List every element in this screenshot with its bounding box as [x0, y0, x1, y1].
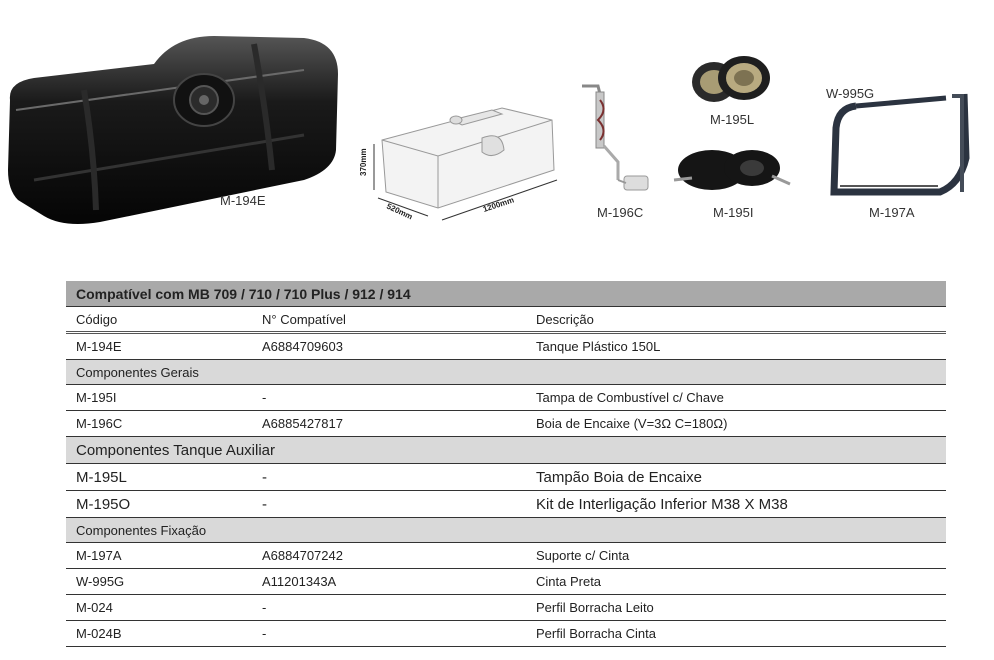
section-label: Componentes Gerais — [66, 360, 946, 385]
cell-code: W-995G — [76, 574, 125, 589]
table-row — [66, 385, 946, 411]
cell-compat: - — [262, 626, 267, 641]
cell-code: M-024 — [76, 600, 113, 615]
depth-dimension-label: 520mm — [385, 201, 414, 222]
cell-compat: A6884709603 — [262, 339, 343, 354]
support-bracket-icon — [828, 88, 972, 200]
cell-description: Boia de Encaixe (V=3Ω C=180Ω) — [536, 416, 728, 431]
table-row — [66, 595, 946, 621]
cell-description: Perfil Borracha Cinta — [536, 626, 656, 641]
cell-description: Tampão Boia de Encaixe — [536, 468, 702, 486]
product-label-cap-key: M-195I — [713, 205, 754, 220]
cell-code: M-024B — [76, 626, 122, 641]
fuel-cap-key-icon — [668, 144, 796, 200]
cell-description: Suporte c/ Cinta — [536, 548, 630, 563]
section-row — [66, 518, 946, 543]
table-header-row — [66, 307, 946, 333]
cell-description: Cinta Preta — [536, 574, 602, 589]
length-dimension-label: 1200mm — [481, 195, 516, 214]
black-fuel-tank-icon — [4, 30, 344, 230]
height-dimension-label: 370mm — [359, 148, 368, 176]
table-title-row — [66, 281, 946, 307]
section-label: Componentes Fixação — [66, 518, 946, 543]
table-title: Compatível com MB 709 / 710 / 710 Plus / 912 / 914 — [66, 281, 946, 307]
cell-code: M-195I — [76, 390, 117, 405]
cell-compat: - — [262, 495, 267, 513]
table-row — [66, 543, 946, 569]
product-label-cap-lid: M-195L — [710, 112, 755, 127]
cell-compat: A6884707242 — [262, 548, 343, 563]
cell-compat: A11201343A — [262, 574, 337, 589]
fuel-cap-lid-icon — [688, 52, 774, 108]
cell-description: Tampa de Combustível c/ Chave — [536, 390, 724, 405]
cell-description: Tanque Plástico 150L — [536, 339, 661, 354]
table-row — [66, 491, 946, 518]
product-images — [0, 0, 994, 270]
product-label-strap: W-995G — [826, 86, 875, 101]
column-header-compat: N° Compatível — [252, 307, 526, 333]
section-row — [66, 360, 946, 385]
table-row — [66, 333, 946, 360]
cell-compat: - — [262, 468, 267, 486]
cell-compat: A6885427817 — [262, 416, 343, 431]
cell-code: M-194E — [76, 339, 122, 354]
cell-description: Kit de Interligação Inferior M38 X M38 — [536, 495, 788, 513]
cell-code: M-196C — [76, 416, 123, 431]
compatibility-table — [66, 281, 946, 647]
column-header-code: Código — [66, 307, 252, 333]
section-label: Componentes Tanque Auxiliar — [66, 437, 946, 464]
column-header-description: Descrição — [526, 307, 946, 333]
table-row — [66, 464, 946, 491]
table-row — [66, 569, 946, 595]
table-row — [66, 411, 946, 437]
cell-code: M-195O — [76, 495, 131, 513]
section-row — [66, 437, 946, 464]
cell-code: M-195L — [76, 468, 127, 486]
table-row — [66, 621, 946, 647]
product-label-tank: M-194E — [220, 193, 266, 208]
cell-code: M-197A — [76, 548, 122, 563]
float-sensor-icon — [578, 80, 650, 198]
product-label-float: M-196C — [597, 205, 644, 220]
cell-compat: - — [262, 390, 267, 405]
product-label-bracket: M-197A — [869, 205, 915, 220]
cell-description: Perfil Borracha Leito — [536, 600, 654, 615]
tank-dimension-diagram — [352, 80, 574, 240]
cell-compat: - — [262, 600, 267, 615]
